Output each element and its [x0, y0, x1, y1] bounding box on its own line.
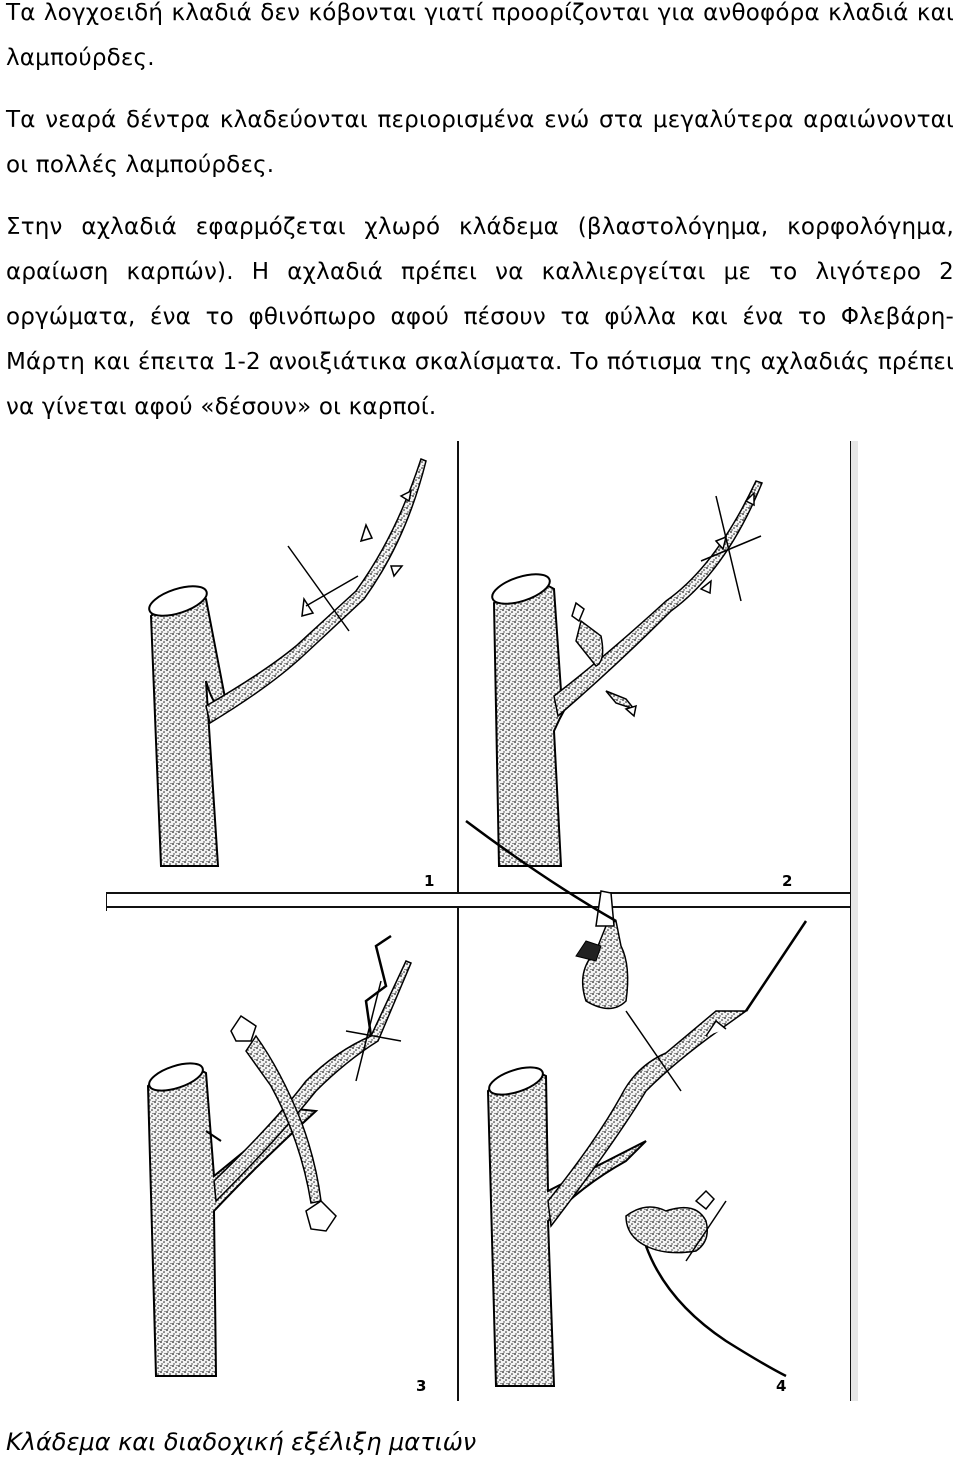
branch-2 [554, 481, 762, 716]
pruning-illustration [106, 441, 858, 1401]
trunk-1 [151, 593, 226, 866]
paragraph-2: Τα νεαρά δέντρα κλαδεύονται περιορισμένα ενώ στα μεγαλύτερα αραιώνονται οι πολλές λαμπούρδες. [6, 107, 954, 178]
pruning-illustration-svg [106, 441, 858, 1401]
figure-caption: Κλάδεμα και διαδοχική εξέλιξη ματιών [6, 1428, 477, 1456]
panel-grid [106, 441, 851, 1401]
panel-1 [146, 459, 435, 890]
paragraph-3: Στην αχλαδιά εφαρμόζεται χλωρό κλάδεμα (βλαστολόγημα, κορφολόγημα, αραίωση καρπών). Η αχλαδιά πρέπει να καλλιεργείται με το λιγότερο 2 οργώματα, ένα το φθινόπωρο αφού πέσουν τα φύλλα και ένα το Φλεβάρη-Μάρτη και έπειτα 1-2 ανοιξιάτικα σκαλίσματα. Το πότισμα της αχλαδιάς πρέπει να γίνεται αφού «δέσουν» οι καρποί. [6, 214, 954, 420]
paragraph-1: Τα λογχοειδή κλαδιά δεν κόβονται γιατί προορίζονται για ανθοφόρα κλαδιά και λαμπούρδες. [6, 0, 954, 71]
panel-3 [146, 936, 426, 1395]
panel-2 [489, 481, 793, 890]
panel-number-4: 4 [776, 1377, 787, 1395]
panel-number-1: 1 [424, 872, 435, 890]
panel-number-2: 2 [782, 872, 793, 890]
scan-edge [851, 441, 858, 1401]
panel-number-3: 3 [416, 1377, 427, 1395]
spur-4-top [583, 921, 628, 1009]
trunk-2 [494, 583, 626, 866]
spur-4-bottom [626, 1207, 707, 1253]
branch-1 [206, 459, 426, 723]
